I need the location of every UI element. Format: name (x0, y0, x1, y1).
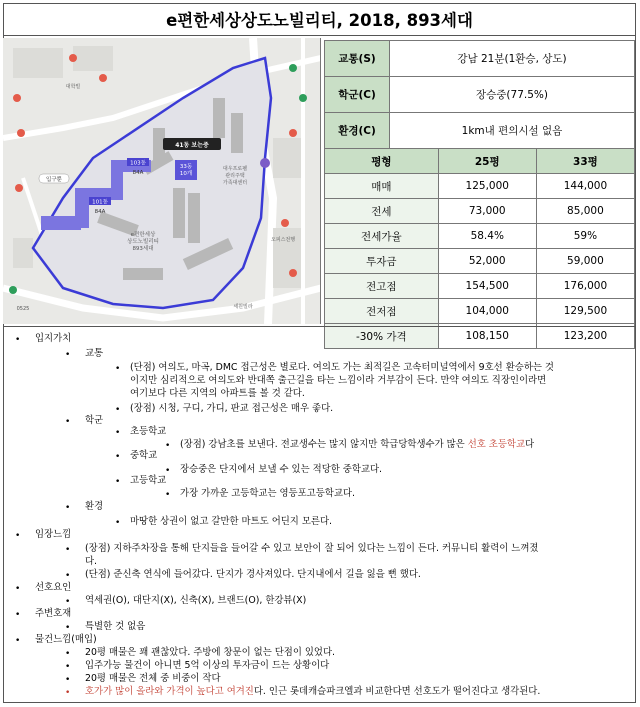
price-cell: 123,200 (536, 324, 634, 349)
note-line: 주변호재 (35, 608, 72, 619)
bullet-icon: • (65, 649, 71, 659)
note-line: 중학교 (130, 450, 158, 461)
map-label-84a-2: 84A (94, 209, 106, 215)
info-value-environment: 1km내 편의시설 없음 (390, 113, 635, 149)
price-row (325, 224, 635, 249)
note-line: (장점) 지하주차장을 통해 단지들을 들어갈 수 있고 보안이 잘 되어 있다는 느낌이 든다. 커뮤니티 활력이 느껴졌 (85, 543, 539, 554)
note-line: 다. (85, 556, 98, 567)
info-table (324, 40, 635, 149)
note-line: 특별한 것 없음 (85, 621, 146, 632)
price-cell: 52,000 (438, 249, 536, 274)
note-line (85, 684, 540, 700)
note-highlight: 선호 초등학교 (467, 439, 526, 450)
price-row-label: 전세가율 (325, 224, 439, 249)
price-row (325, 174, 635, 199)
note-line: 마땅한 상권이 없고 갈만한 마트도 어딘지 모른다. (130, 516, 332, 527)
bullet-icon: • (65, 571, 71, 581)
map-label-dong101: 101동 (92, 199, 108, 206)
bullet-icon: • (15, 531, 21, 541)
page-title: e편한세상상도노빌리티, 2018, 893세대 (3, 3, 636, 36)
bullet-icon: • (165, 490, 171, 500)
note-line (180, 437, 534, 453)
price-cell: 154,500 (438, 274, 536, 299)
note-line: 장승중은 단지에서 보낼 수 있는 적당한 중학교다. (180, 464, 382, 475)
map-label-dong41: 41동 보는중 (175, 142, 209, 149)
bullet-icon: • (65, 350, 71, 360)
complex-map[interactable] (3, 38, 321, 324)
price-row (325, 299, 635, 324)
bullet-icon: • (115, 428, 121, 438)
bullet-icon: • (15, 610, 21, 620)
info-row (325, 113, 635, 149)
note-line: 20평 매물은 전체 중 비중이 작다 (85, 673, 221, 684)
price-row-label: -30% 가격 (325, 324, 439, 349)
note-line: (장점) 시청, 구디, 가디, 판교 접근성은 매우 좋다. (130, 403, 334, 414)
note-line: 물건느낌(매입) (35, 634, 97, 645)
info-head-environment: 환경(C) (325, 113, 390, 149)
info-head-school: 학군(C) (325, 77, 390, 113)
price-cell: 73,000 (438, 199, 536, 224)
price-header-row (325, 149, 635, 174)
price-cell: 104,000 (438, 299, 536, 324)
note-text: 다. 인근 롯데캐슬파크엘과 비교한다면 선호도가 떨어진다고 생각된다. (253, 686, 541, 697)
bullet-icon: • (65, 623, 71, 633)
map-label-complex: e편한세상 상도노빌리티 893세대 (127, 232, 159, 252)
price-row (325, 274, 635, 299)
bullet-icon: • (65, 597, 71, 607)
price-row-label: 전고점 (325, 274, 439, 299)
note-line: 역세권(O), 대단지(X), 신축(X), 브랜드(O), 한강뷰(X) (85, 595, 307, 606)
bullet-icon: • (115, 405, 121, 415)
price-cell: 144,000 (536, 174, 634, 199)
map-label-entrance: 입구뿐 (46, 177, 62, 183)
info-head-traffic: 교통(S) (325, 41, 390, 77)
note-line: 고등학교 (130, 475, 167, 486)
note-line: (단점) 여의도, 마곡, DMC 접근성은 별로다. 여의도 가는 최적길은 고속터미널역에서 9호선 환승하는 것 (130, 362, 554, 373)
map-graphic (3, 38, 321, 324)
map-label-place2: 대학빌 (65, 84, 81, 90)
note-text: (장점) 강남초를 보낸다. 전교생수는 많지 않지만 학급당학생수가 많은 (180, 439, 468, 450)
price-cell: 58.4% (438, 224, 536, 249)
price-cell: 125,000 (438, 174, 536, 199)
map-label-school1: 대우프로펠 관리주택 가족대센터 (222, 166, 248, 186)
info-value-traffic: 강남 21분(1환승, 상도) (390, 41, 635, 77)
price-header-size: 평형 (325, 149, 439, 174)
map-label-place5: 오피스전행 (270, 237, 296, 243)
bullet-icon: • (65, 688, 71, 698)
price-row (325, 249, 635, 274)
price-header-33: 33평 (536, 149, 634, 174)
price-cell: 176,000 (536, 274, 634, 299)
note-line: 학군 (85, 415, 104, 426)
price-row-label: 전세 (325, 199, 439, 224)
price-cell: 85,000 (536, 199, 634, 224)
info-row (325, 41, 635, 77)
bullet-icon: • (115, 364, 121, 374)
note-line: 환경 (85, 501, 104, 512)
note-line: 입지가치 (35, 333, 72, 344)
note-line: 교통 (85, 348, 104, 359)
map-label-dong33b: 10개 (179, 171, 193, 177)
price-row-label: 매매 (325, 174, 439, 199)
bullet-icon: • (65, 545, 71, 555)
note-line: 초등학교 (130, 426, 167, 437)
note-line: 20평 매물은 꽤 괜찮았다. 주방에 창문이 없는 단점이 있었다. (85, 647, 336, 658)
bullet-icon: • (15, 636, 21, 646)
bullet-icon: • (65, 675, 71, 685)
bullet-icon: • (15, 335, 21, 345)
bullet-icon: • (15, 584, 21, 594)
price-row-label: 투자금 (325, 249, 439, 274)
bullet-icon: • (115, 518, 121, 528)
price-cell: 129,500 (536, 299, 634, 324)
note-line: 선호요인 (35, 582, 72, 593)
map-label-dong103: 103동 (130, 160, 146, 167)
note-line: 임장느낌 (35, 529, 72, 540)
price-table (324, 148, 635, 349)
bullet-icon: • (165, 441, 171, 451)
map-label-place4: 세원빌라 (233, 304, 253, 310)
info-row (325, 77, 635, 113)
note-line: 여기보다 다른 지역의 아파트를 볼 것 같다. (130, 388, 305, 399)
bullet-icon: • (65, 417, 71, 427)
map-label-dong33: 33동 (179, 164, 193, 170)
note-highlight: 호가가 많이 올라와 가격이 높다고 여겨진 (85, 686, 254, 697)
note-text: 다 (525, 439, 535, 450)
price-cell: 108,150 (438, 324, 536, 349)
info-value-school: 장승중(77.5%) (390, 77, 635, 113)
bullet-icon: • (115, 477, 121, 487)
note-line: 이지만 심리적으로 여의도와 반대쪽 출근길을 타는 느낌이라 거부감이 든다. 만약 여의도 직장인이라면 (130, 375, 547, 386)
price-cell: 59% (536, 224, 634, 249)
price-row-label: 전저점 (325, 299, 439, 324)
note-line: (단점) 준신축 연식에 들어갔다. 단지가 경사져있다. 단지내에서 길을 잃을 뻔 했다. (85, 569, 421, 580)
price-row (325, 199, 635, 224)
bullet-icon: • (115, 452, 121, 462)
map-label-84a-1: 84A (132, 170, 144, 176)
bullet-icon: • (65, 503, 71, 513)
price-header-25: 25평 (438, 149, 536, 174)
note-line: 입주가능 물건이 아니면 5억 이상의 투자금이 드는 상황이다 (85, 660, 330, 671)
price-cell: 59,000 (536, 249, 634, 274)
map-label-bus: 0525 (16, 306, 30, 312)
notes-section (3, 326, 636, 703)
bullet-icon: • (65, 662, 71, 672)
bullet-icon: • (165, 466, 171, 476)
note-line: 가장 가까운 고등학교는 영등포고등학교다. (180, 488, 355, 499)
